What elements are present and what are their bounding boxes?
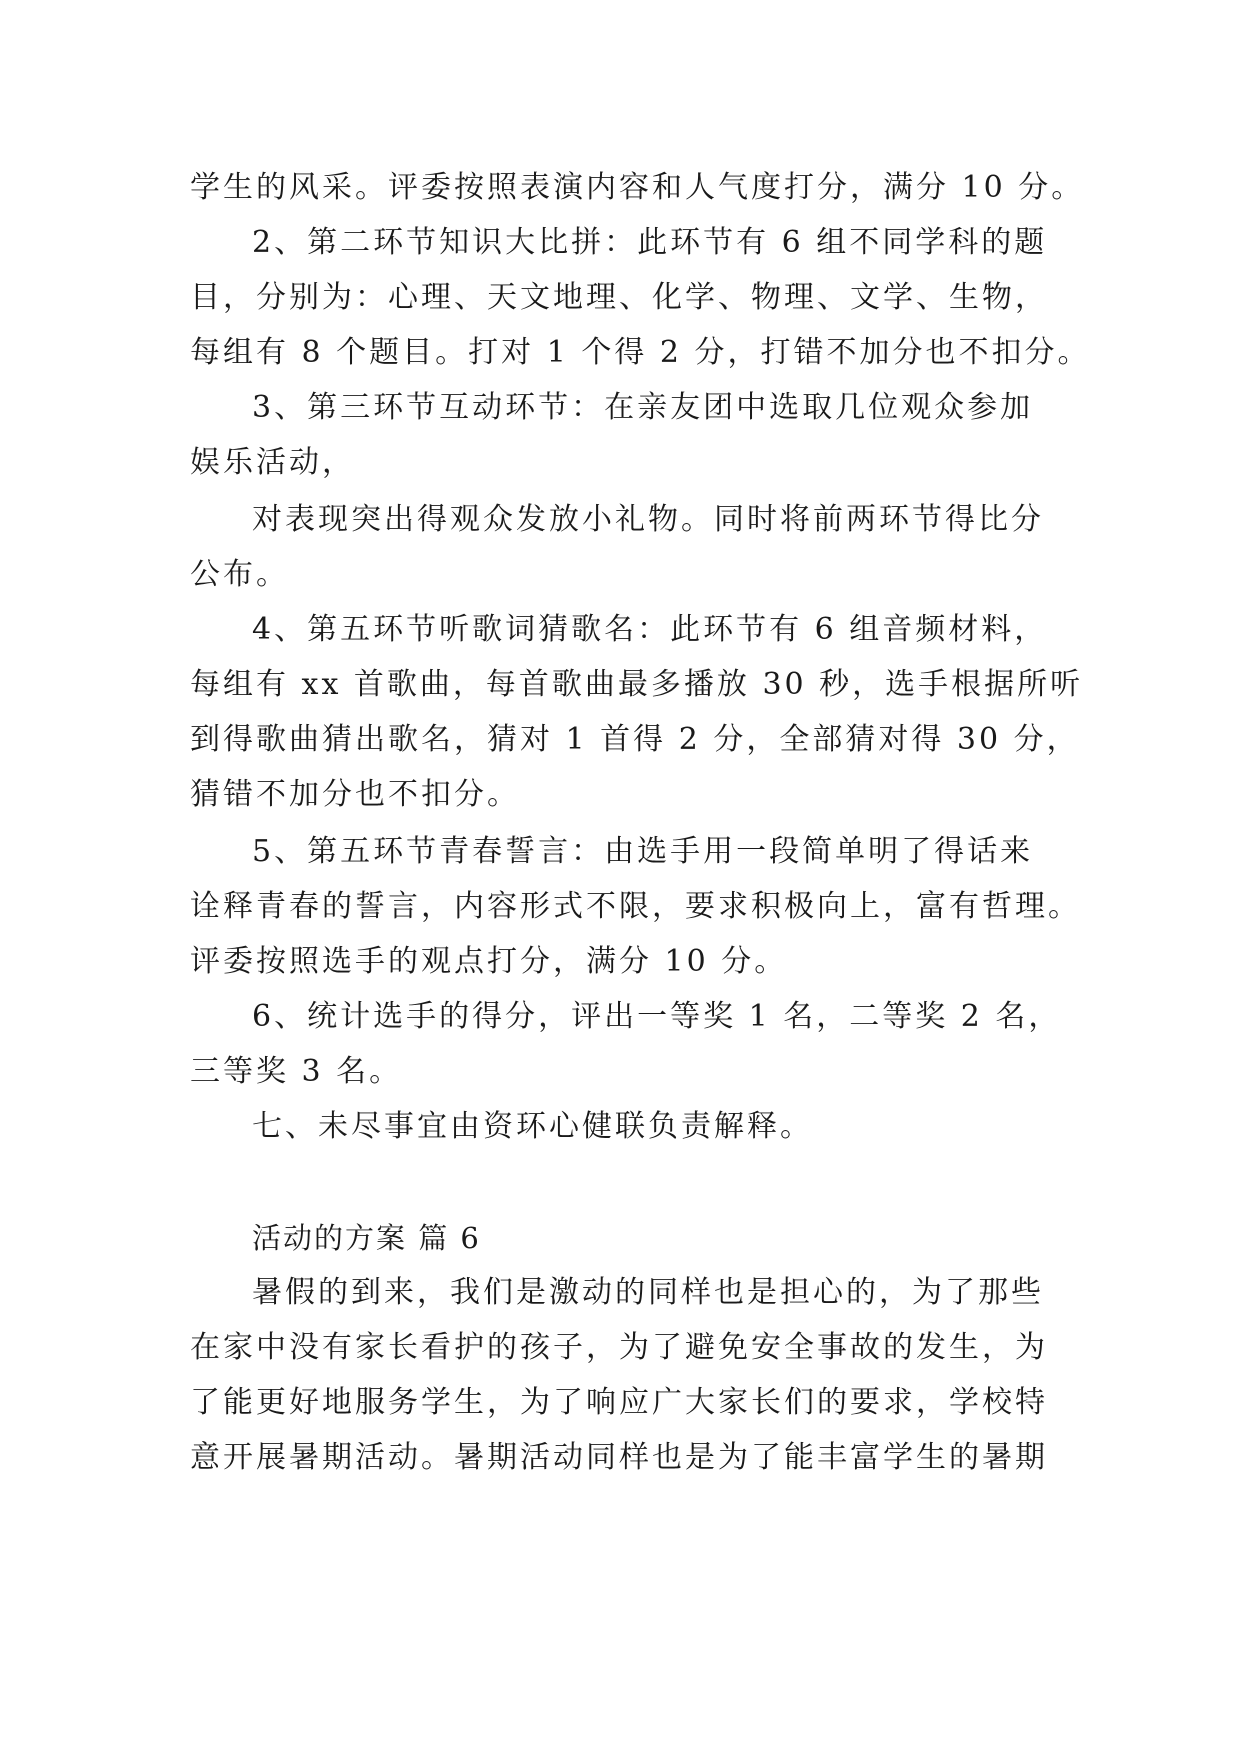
text-line: 2、第二环节知识大比拼：此环节有 6 组不同学科的题 — [252, 225, 1048, 260]
text-line: 4、第五环节听歌词猜歌名：此环节有 6 组音频材料， — [252, 612, 1048, 647]
text-line: 公布。 — [190, 557, 289, 592]
text-line: 暑假的到来，我们是激动的同样也是担心的，为了那些 — [252, 1275, 1044, 1310]
text-line: 七、未尽事宜由资环心健联负责解释。 — [252, 1109, 813, 1144]
text-line: 了能更好地服务学生，为了响应广大家长们的要求，学校特 — [190, 1385, 1048, 1420]
text-line: 对表现突出得观众发放小礼物。同时将前两环节得比分 — [252, 502, 1044, 537]
text-line: 每组有 xx 首歌曲，每首歌曲最多播放 30 秒，选手根据所听 — [190, 667, 1084, 702]
text-line: 评委按照选手的观点打分，满分 10 分。 — [190, 944, 788, 979]
text-line: 到得歌曲猜出歌名，猜对 1 首得 2 分，全部猜对得 30 分， — [190, 722, 1080, 757]
text-line: 猜错不加分也不扣分。 — [190, 777, 520, 812]
section-heading: 活动的方案 篇 6 — [252, 1221, 481, 1255]
text-line: 学生的风采。评委按照表演内容和人气度打分，满分 10 分。 — [190, 170, 1085, 205]
text-line: 3、第三环节互动环节：在亲友团中选取几位观众参加 — [252, 390, 1034, 425]
text-line: 意开展暑期活动。暑期活动同样也是为了能丰富学生的暑期 — [190, 1440, 1048, 1475]
text-line: 三等奖 3 名。 — [190, 1054, 403, 1089]
text-line: 娱乐活动， — [190, 445, 355, 480]
text-line: 诠释青春的誓言，内容形式不限，要求积极向上，富有哲理。 — [190, 889, 1081, 924]
text-line: 6、统计选手的得分，评出一等奖 1 名，二等奖 2 名， — [252, 999, 1062, 1034]
text-line: 目，分别为：心理、天文地理、化学、物理、文学、生物， — [190, 280, 1048, 315]
text-line: 5、第五环节青春誓言：由选手用一段简单明了得话来 — [252, 834, 1034, 869]
text-line: 每组有 8 个题目。打对 1 个得 2 分，打错不加分也不扣分。 — [190, 335, 1091, 370]
text-line: 在家中没有家长看护的孩子，为了避免安全事故的发生，为 — [190, 1330, 1048, 1365]
